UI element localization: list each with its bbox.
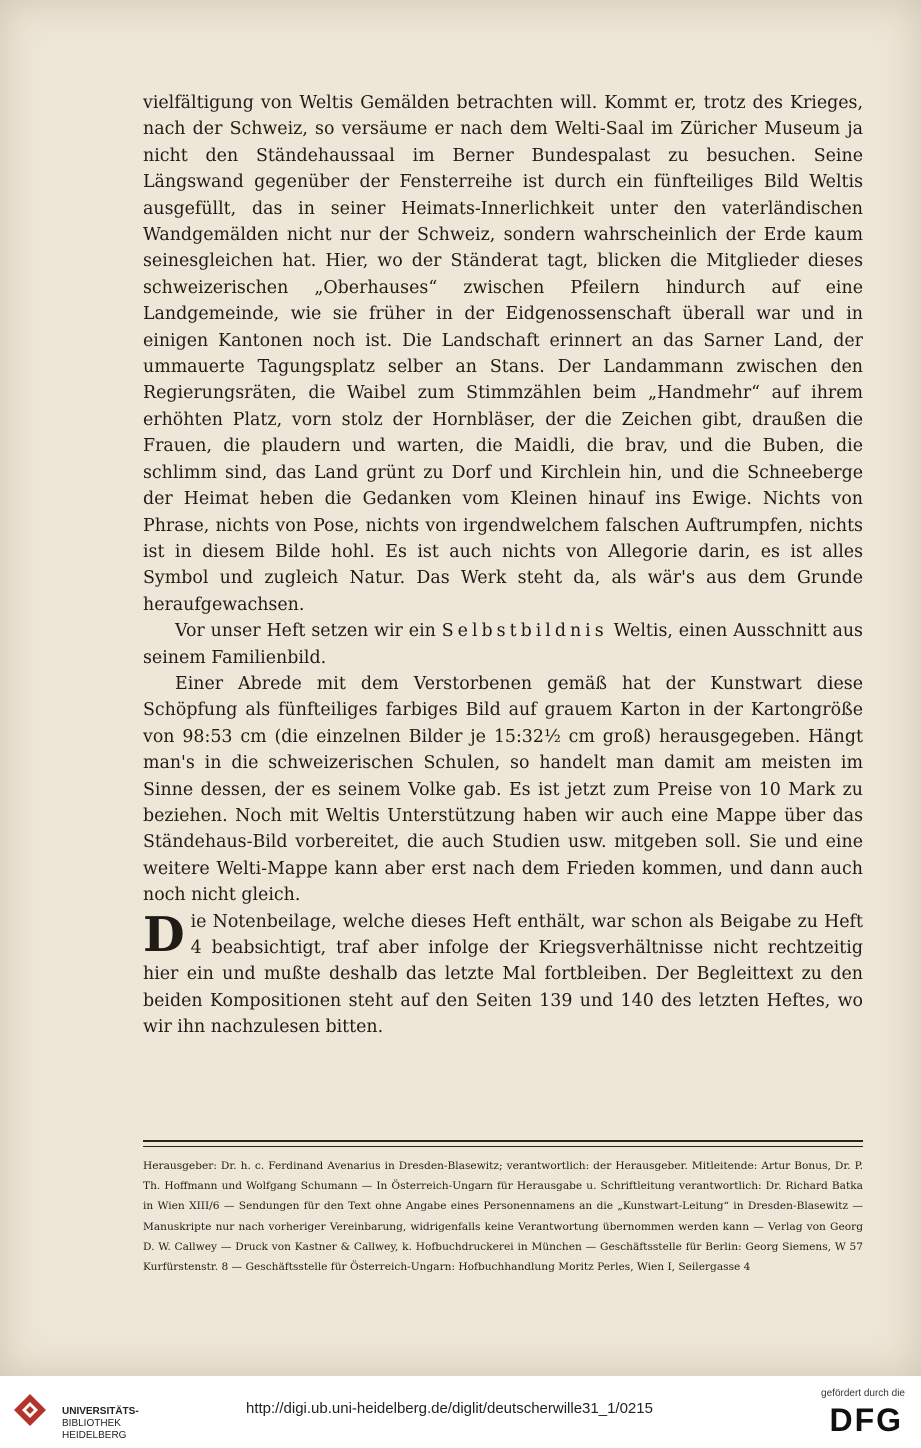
page-url-link[interactable]: http://digi.ub.uni-heidelberg.de/diglit/deutscherwille31_1/0215: [246, 1400, 653, 1417]
drop-cap: D: [143, 906, 185, 963]
library-logo[interactable]: [10, 1388, 160, 1441]
paragraph-frontispiece-after: Weltis, einen Ausschnitt aus seinem Familienbild.: [143, 621, 863, 668]
library-name-line1: UNIVERSITÄTS-: [62, 1406, 139, 1417]
spaced-word-selbstbildnis: Selbstbildnis: [441, 621, 608, 642]
imprint-text: Herausgeber: Dr. h. c. Ferdinand Avenarius in Dresden-Blasewitz; verantwortlich: der Herausgeber. Mitleitende: Artur Bonus, Dr. P. Th. Hoffmann und Wolfgang Schumann — In Österreich-Ungarn für Herausgabe u. Schriftleitung verantwortlich: Dr. Richard Batka in Wien XIII/6 — Sendungen für den Text ohne Angabe eines Personennamens an die „Kunstwart-Leitung“ in Dresden-Blasewitz — Manuskripte nur nach vorheriger Vereinbarung, widrigenfalls keine Verantwortung übernommen werden kann — Verlag von Georg D. W. Callwey — Druck von Kastner & Callwey, k. Hofbuchdruckerei in München — Geschäftsstelle für Berlin: Georg Siemens, W 57 Kurfürstenstr. 8 — Geschäftsstelle für Österreich-Ungarn: Hofbuchhandlung Moritz Perles, Wien I, Seilergasse 4: [143, 1160, 863, 1274]
funded-by-label: gefördert durch die: [821, 1388, 905, 1399]
paragraph-frontispiece-before: Vor unser Heft setzen wir ein: [175, 621, 436, 642]
paragraph-frontispiece: [143, 618, 863, 671]
paragraph-music-supplement: [143, 906, 863, 1041]
paragraph-edition-info: Einer Abrede mit dem Verstorbenen gemäß hat der Kunstwart diese Schöpfung als fünfteiliges farbiges Bild auf grauem Karton in der Kartongröße von 98:53 cm (die einzelnen Bilder je 15:32½ cm groß) herausgegeben. Hängt man's in die schweizerischen Schulen, so handelt man damit am meisten im Sinne dessen, der es seinem Volke gab. Es ist jetzt zum Preise von 10 Mark zu beziehen. Noch mit Weltis Unterstützung haben wir auch eine Mappe über das Ständehaus-Bild vorbereitet, die auch Studien usw. mitgeben soll. Sie und eine weitere Welti-Mappe kann aber erst nach dem Frieden kommen, und dann auch noch nicht gleich.: [143, 673, 863, 906]
viewer-footer: [0, 1376, 921, 1448]
library-name-line2: BIBLIOTHEK: [62, 1418, 121, 1429]
library-seal-icon: [10, 1388, 50, 1432]
paragraph-welti-painting: vielfältigung von Weltis Gemälden betrachten will. Kommt er, trotz des Krieges, nach der Schweiz, so versäume er nach dem Welti-Saal im Züricher Museum ja nicht den Ständehaussaal im Berner Bundespalast zu besuchen. Seine Längswand gegenüber der Fensterreihe ist durch ein fünfteiliges Bild Weltis ausgefüllt, das in seiner Heimats-Innerlichkeit unter den vaterländischen Wandgemälden nicht nur der Schweiz, sondern wahrscheinlich der Erde kaum seinesgleichen hat. Hier, wo der Ständerat tagt, blicken die Mitglieder dieses schweizerischen „Oberhauses“ zwischen Pfeilern hindurch auf eine Landgemeinde, wie sie früher in der Eidgenossenschaft überall war und in einigen Kantonen noch ist. Die Landschaft erinnert an das Sarner Land, der ummauerte Tagungsplatz selber an Stans. Der Landammann zwischen den Regierungsräten, die Waibel zum Stimmzählen beim „Handmehr“ auf ihrem erhöhten Platz, vorn stolz der Hornbläser, der die Zeichen gibt, draußen die Frauen, die plaudern und warten, die Maidli, die brav, und die Buben, die schlimm sind, das Land grünt zu Dorf und Kirchlein hin, und die Schneeberge der Heimat heben die Gedanken vom Kleinen hinauf ins Ewige. Nichts von Phrase, nichts von Pose, nichts von irgendwelchem falschen Auftrumpfen, nichts ist in diesem Bilde hohl. Es ist auch nichts von Allegorie darin, es ist alles Symbol und zugleich Natur. Das Werk steht da, als wär's aus dem Grunde heraufgewachsen.: [143, 93, 863, 615]
dfg-logo[interactable]: DFG: [829, 1402, 903, 1438]
paragraph-music-supplement-text: ie Notenbeilage, welche dieses Heft enthält, war schon als Beigabe zu Heft 4 beabsichtigt, traf aber infolge der Kriegsverhältnisse nicht rechtzeitig hier ein und mußte deshalb das letzte Mal fortbleiben. Der Begleittext zu den beiden Kompositionen steht auf den Seiten 139 und 140 des letzten Heftes, wo wir ihn nachzulesen bitten.: [143, 911, 863, 1038]
imprint-rule-thick: [143, 1140, 863, 1142]
library-name-line3: HEIDELBERG: [62, 1430, 127, 1441]
main-text: [143, 90, 863, 1041]
imprint-rule-thin: [143, 1146, 863, 1147]
library-name: [62, 1406, 139, 1442]
